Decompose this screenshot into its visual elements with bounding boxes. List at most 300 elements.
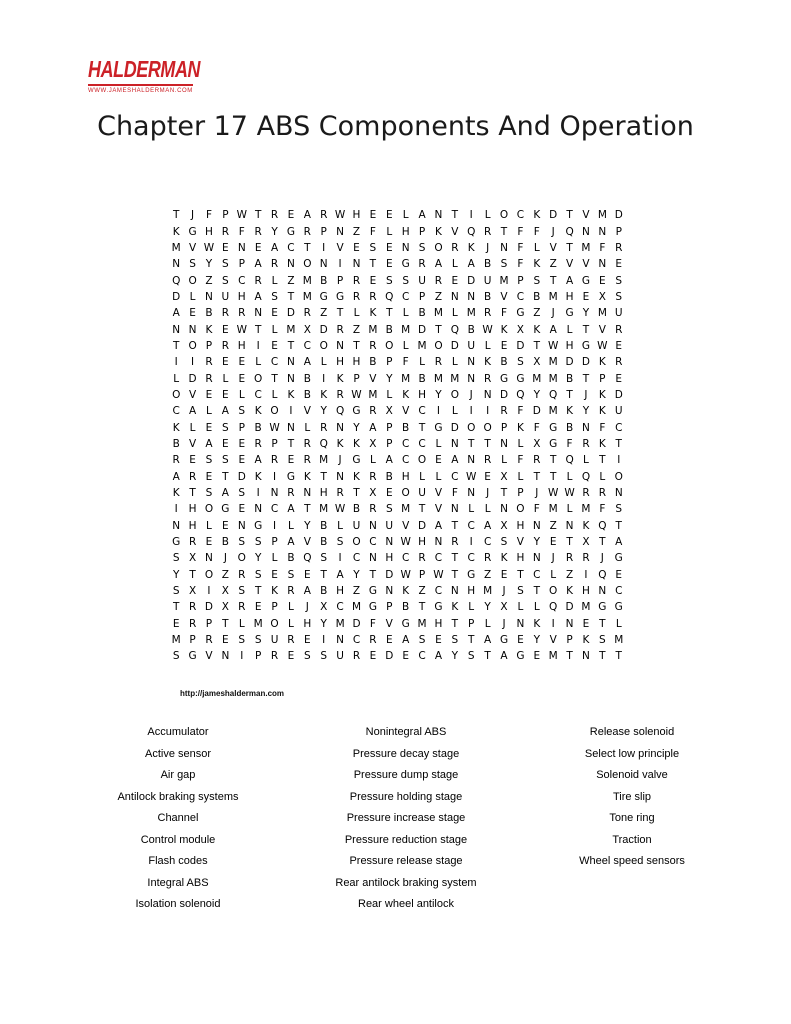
grid-letter: Z [287, 274, 295, 287]
grid-letter: F [599, 421, 606, 434]
grid-letter: H [434, 617, 443, 630]
grid-letter: D [516, 339, 525, 352]
grid-letter: L [484, 209, 491, 222]
grid-letter: R [598, 487, 606, 500]
grid-letter: C [369, 536, 377, 549]
grid-letter: N [172, 519, 181, 532]
grid-letter: Z [205, 274, 213, 287]
grid-letter: P [238, 421, 245, 434]
grid-letter: N [336, 339, 345, 352]
grid-letter: P [615, 225, 622, 238]
grid-letter: A [188, 405, 197, 418]
grid-letter: G [368, 585, 377, 598]
grid-letter: D [204, 601, 214, 614]
grid-letter: E [500, 339, 508, 352]
grid-letter: R [565, 552, 574, 565]
grid-letter: C [418, 405, 426, 418]
grid-letter: T [615, 650, 622, 663]
grid-letter: W [433, 568, 444, 581]
grid-letter: H [418, 388, 426, 401]
grid-letter: E [369, 650, 377, 663]
grid-letter: U [467, 339, 476, 352]
grid-letter: Y [320, 617, 327, 630]
grid-letter: E [205, 470, 213, 483]
grid-letter: E [205, 536, 213, 549]
grid-letter: T [320, 568, 327, 581]
grid-letter: A [484, 519, 492, 532]
grid-letter: P [271, 601, 278, 614]
word-list-item: Tone ring [609, 812, 655, 824]
grid-letter: M [483, 585, 493, 598]
grid-letter: Z [320, 307, 328, 320]
grid-letter: R [188, 536, 197, 549]
grid-letter: I [240, 650, 244, 663]
grid-letter: X [500, 601, 508, 614]
grid-letter: D [188, 372, 197, 385]
grid-letter: R [483, 454, 492, 467]
grid-letter: K [598, 405, 606, 418]
grid-letter: R [205, 634, 213, 647]
grid-letter: L [206, 405, 212, 418]
grid-letter: N [237, 241, 246, 254]
grid-letter: K [435, 225, 442, 238]
grid-letter: R [533, 454, 541, 467]
grid-letter: Z [418, 585, 426, 598]
grid-letter: N [467, 356, 476, 369]
grid-letter: N [401, 241, 410, 254]
grid-letter: Y [582, 307, 590, 320]
grid-letter: L [369, 454, 376, 467]
grid-letter: R [615, 241, 623, 254]
grid-letter: S [369, 241, 377, 254]
grid-letter: Q [565, 454, 574, 467]
grid-letter: R [483, 372, 492, 385]
grid-letter: X [598, 290, 606, 303]
grid-letter: C [615, 585, 623, 598]
grid-letter: S [467, 650, 475, 663]
word-list-item: Active sensor [144, 747, 212, 760]
grid-letter: H [336, 356, 345, 369]
grid-letter: Z [533, 307, 541, 320]
grid-letter: T [287, 339, 295, 352]
grid-letter: H [467, 585, 476, 598]
grid-letter: P [238, 258, 245, 271]
grid-letter: U [270, 634, 279, 647]
grid-letter: T [599, 617, 606, 630]
grid-letter: S [189, 258, 196, 271]
grid-letter: X [385, 405, 393, 418]
grid-letter: A [369, 421, 377, 434]
grid-letter: B [385, 323, 393, 336]
grid-letter: X [582, 536, 590, 549]
grid-letter: R [238, 601, 246, 614]
grid-letter: S [517, 356, 524, 369]
grid-letter: N [303, 487, 312, 500]
grid-letter: C [401, 454, 410, 467]
grid-letter: S [222, 274, 229, 287]
grid-letter: T [336, 307, 344, 320]
grid-letter: T [500, 225, 508, 238]
grid-letter: J [305, 601, 309, 614]
grid-letter: T [566, 241, 573, 254]
grid-letter: V [434, 487, 443, 500]
grid-letter: E [222, 634, 229, 647]
grid-letter: B [418, 307, 426, 320]
grid-letter: K [353, 437, 360, 450]
grid-letter: Q [598, 568, 607, 581]
grid-letter: E [222, 437, 229, 450]
grid-letter: X [500, 519, 508, 532]
grid-letter: O [188, 274, 197, 287]
grid-letter: S [402, 274, 409, 287]
grid-letter: I [469, 209, 473, 222]
grid-letter: C [336, 601, 344, 614]
grid-letter: V [205, 650, 213, 663]
grid-letter: E [353, 241, 360, 254]
grid-letter: T [566, 209, 573, 222]
word-list-item: Pressure holding stage [349, 790, 463, 803]
grid-letter: T [287, 290, 295, 303]
grid-letter: K [598, 437, 606, 450]
grid-letter: R [270, 454, 279, 467]
grid-letter: B [221, 536, 229, 549]
grid-letter: E [385, 487, 393, 500]
grid-letter: N [385, 536, 394, 549]
grid-letter: Q [385, 290, 394, 303]
grid-letter: F [599, 241, 606, 254]
grid-letter: D [565, 601, 574, 614]
grid-letter: G [352, 454, 361, 467]
grid-letter: W [334, 503, 346, 516]
grid-letter: T [451, 617, 459, 630]
grid-letter: I [256, 487, 260, 500]
word-column [292, 722, 520, 916]
grid-letter: E [238, 454, 246, 467]
grid-letter: X [188, 585, 197, 598]
grid-letter: R [418, 258, 426, 271]
grid-letter: R [336, 388, 344, 401]
grid-letter: D [172, 290, 181, 303]
grid-letter: G [352, 405, 361, 418]
grid-letter: N [598, 258, 607, 271]
grid-letter: X [221, 601, 229, 614]
grid-letter: P [336, 274, 344, 287]
grid-letter: R [270, 209, 279, 222]
grid-letter: J [551, 225, 555, 238]
grid-letter: F [566, 437, 573, 450]
grid-letter: C [352, 634, 361, 647]
grid-letter: L [566, 503, 573, 516]
grid-letter: L [402, 307, 409, 320]
grid-letter: N [598, 585, 607, 598]
word-list-item: Antilock braking systems [117, 790, 239, 803]
grid-letter: E [238, 356, 246, 369]
grid-letter: G [401, 617, 410, 630]
grid-letter: K [451, 601, 459, 614]
grid-letter: T [172, 601, 180, 614]
word-list-item: Air gap [160, 769, 196, 781]
grid-letter: M [597, 307, 607, 320]
grid-letter: H [188, 503, 197, 516]
grid-letter: F [533, 503, 540, 516]
grid-letter: E [238, 372, 246, 385]
grid-letter: E [271, 307, 278, 320]
grid-letter: I [289, 405, 293, 418]
grid-letter: L [288, 601, 294, 614]
grid-letter: M [401, 323, 411, 336]
grid-letter: Q [549, 601, 558, 614]
grid-letter: L [484, 503, 491, 516]
grid-letter: N [450, 503, 459, 516]
grid-letter: O [483, 421, 492, 434]
grid-letter: P [271, 437, 278, 450]
grid-letter: N [336, 470, 345, 483]
grid-letter: T [172, 209, 180, 222]
word-list-item: Rear wheel antilock [358, 898, 454, 910]
grid-letter: N [582, 421, 590, 434]
grid-letter: T [287, 437, 295, 450]
grid-letter: L [320, 356, 327, 369]
grid-letter: P [599, 372, 606, 385]
grid-letter: D [614, 388, 623, 401]
grid-letter: J [535, 487, 539, 500]
grid-letter: N [270, 487, 279, 500]
grid-letter: A [385, 454, 393, 467]
grid-letter: F [517, 454, 524, 467]
grid-letter: N [254, 503, 263, 516]
grid-letter: K [303, 470, 311, 483]
grid-letter: H [188, 519, 197, 532]
grid-letter: G [581, 339, 591, 352]
grid-letter: N [385, 585, 394, 598]
grid-letter: H [205, 225, 213, 238]
grid-letter: V [303, 405, 311, 418]
grid-letter: L [566, 323, 573, 336]
grid-letter: K [254, 405, 262, 418]
grid-letter: R [369, 339, 377, 352]
grid-letter: O [499, 209, 509, 222]
grid-letter: N [450, 437, 459, 450]
grid-letter: N [516, 617, 525, 630]
grid-letter: A [565, 274, 574, 287]
grid-letter: S [172, 552, 180, 565]
grid-letter: A [451, 454, 459, 467]
grid-letter: S [205, 487, 213, 500]
grid-letter: Q [319, 437, 328, 450]
grid-letter: I [436, 405, 440, 418]
word-list-item: Rear antilock braking system [335, 876, 477, 889]
grid-letter: A [434, 650, 443, 663]
grid-letter: X [221, 585, 229, 598]
grid-letter: H [237, 339, 246, 352]
grid-letter: K [500, 552, 508, 565]
grid-letter: U [221, 290, 230, 303]
grid-letter: M [581, 601, 591, 614]
grid-letter: P [254, 650, 262, 663]
grid-letter: N [287, 258, 295, 271]
grid-letter: B [303, 388, 311, 401]
word-list-item: Accumulator [147, 726, 209, 738]
grid-letter: E [222, 241, 229, 254]
grid-letter: D [565, 356, 574, 369]
grid-letter: N [254, 307, 263, 320]
grid-letter: A [287, 536, 295, 549]
grid-letter: B [565, 372, 574, 385]
grid-letter: V [188, 437, 197, 450]
grid-letter: Q [549, 388, 558, 401]
grid-letter: H [303, 617, 312, 630]
grid-letter: R [287, 585, 295, 598]
grid-letter: X [533, 437, 541, 450]
grid-letter: K [533, 323, 541, 336]
grid-letter: S [599, 634, 606, 647]
word-search-grid [168, 207, 627, 665]
grid-letter: B [320, 519, 328, 532]
grid-letter: L [238, 388, 245, 401]
grid-letter: Q [172, 274, 181, 287]
grid-letter: T [386, 307, 393, 320]
grid-letter: G [401, 258, 410, 271]
grid-letter: A [500, 650, 508, 663]
word-list-item: Nonintegral ABS [365, 726, 447, 738]
grid-letter: V [336, 241, 344, 254]
grid-letter: C [434, 585, 443, 598]
grid-letter: B [287, 552, 295, 565]
grid-letter: O [270, 405, 279, 418]
grid-letter: J [551, 307, 555, 320]
grid-letter: R [615, 323, 623, 336]
grid-letter: M [614, 634, 624, 647]
grid-letter: O [172, 388, 181, 401]
grid-letter: N [336, 634, 345, 647]
grid-letter: P [222, 209, 229, 222]
grid-letter: C [287, 241, 295, 254]
grid-letter: R [303, 437, 311, 450]
grid-letter: R [254, 274, 262, 287]
grid-letter: Y [304, 519, 311, 532]
grid-letter: P [386, 421, 393, 434]
grid-letter: L [517, 437, 524, 450]
grid-letter: R [238, 307, 246, 320]
grid-letter: R [369, 470, 377, 483]
grid-letter: V [402, 519, 410, 532]
grid-letter: D [467, 274, 476, 287]
grid-letter: Y [484, 601, 491, 614]
grid-letter: Z [549, 519, 557, 532]
grid-letter: K [254, 470, 262, 483]
grid-letter: W [236, 209, 247, 222]
grid-letter: G [614, 601, 623, 614]
grid-letter: E [402, 650, 409, 663]
page-title: Chapter 17 ABS Components And Operation [97, 111, 694, 142]
grid-letter: D [352, 617, 361, 630]
word-list-item: Channel [157, 812, 199, 824]
grid-letter: J [502, 617, 506, 630]
grid-letter: E [435, 634, 442, 647]
grid-letter: S [222, 454, 229, 467]
grid-letter: K [336, 372, 344, 385]
grid-letter: N [287, 421, 295, 434]
grid-letter: L [189, 290, 196, 303]
grid-letter: O [352, 536, 361, 549]
grid-letter: M [548, 356, 558, 369]
grid-letter: X [516, 323, 524, 336]
grid-letter: T [566, 650, 573, 663]
grid-letter: R [369, 405, 377, 418]
grid-letter: E [238, 437, 246, 450]
grid-source-url: http://jameshalderman.com [180, 689, 285, 698]
grid-letter: E [254, 241, 262, 254]
grid-letter: L [419, 356, 425, 369]
grid-letter: Z [434, 290, 443, 303]
grid-letter: D [581, 356, 590, 369]
grid-letter: T [435, 323, 442, 336]
grid-letter: N [532, 552, 541, 565]
grid-letter: M [286, 323, 296, 336]
grid-letter: G [434, 421, 443, 434]
grid-letter: X [369, 487, 377, 500]
grid-letter: R [270, 258, 279, 271]
grid-letter: I [322, 372, 326, 385]
grid-letter: Y [205, 258, 213, 271]
grid-letter: R [418, 552, 426, 565]
grid-letter: D [532, 405, 541, 418]
grid-letter: S [533, 274, 541, 287]
grid-letter: L [271, 323, 278, 336]
grid-letter: M [319, 454, 329, 467]
grid-letter: B [565, 421, 574, 434]
grid-letter: R [188, 470, 197, 483]
grid-letter: B [205, 307, 213, 320]
grid-letter: A [303, 585, 311, 598]
grid-letter: P [517, 274, 524, 287]
grid-letter: V [582, 209, 590, 222]
grid-letter: G [614, 552, 623, 565]
grid-letter: H [582, 585, 590, 598]
grid-letter: Y [320, 405, 327, 418]
grid-letter: R [188, 617, 197, 630]
grid-letter: R [221, 307, 230, 320]
grid-letter: T [418, 421, 426, 434]
grid-letter: L [451, 258, 458, 271]
grid-letter: L [189, 421, 196, 434]
grid-letter: E [287, 209, 295, 222]
grid-letter: K [566, 405, 574, 418]
grid-letter: K [320, 388, 328, 401]
grid-letter: L [484, 617, 491, 630]
grid-letter: S [385, 503, 393, 516]
grid-letter: L [451, 307, 458, 320]
grid-letter: X [533, 356, 541, 369]
grid-letter: E [615, 339, 623, 352]
grid-letter: R [434, 274, 443, 287]
grid-letter: E [385, 634, 393, 647]
word-list-item: Control module [140, 833, 216, 846]
grid-letter: B [402, 601, 410, 614]
grid-letter: Q [581, 470, 591, 483]
grid-letter: O [204, 568, 214, 581]
grid-letter: B [385, 470, 393, 483]
grid-letter: N [172, 258, 181, 271]
grid-letter: P [517, 487, 524, 500]
grid-letter: L [451, 356, 458, 369]
grid-letter: E [549, 536, 557, 549]
grid-letter: M [581, 241, 591, 254]
grid-letter: N [532, 519, 541, 532]
grid-letter: O [549, 585, 558, 598]
grid-letter: Y [254, 552, 262, 565]
grid-letter: W [400, 536, 411, 549]
